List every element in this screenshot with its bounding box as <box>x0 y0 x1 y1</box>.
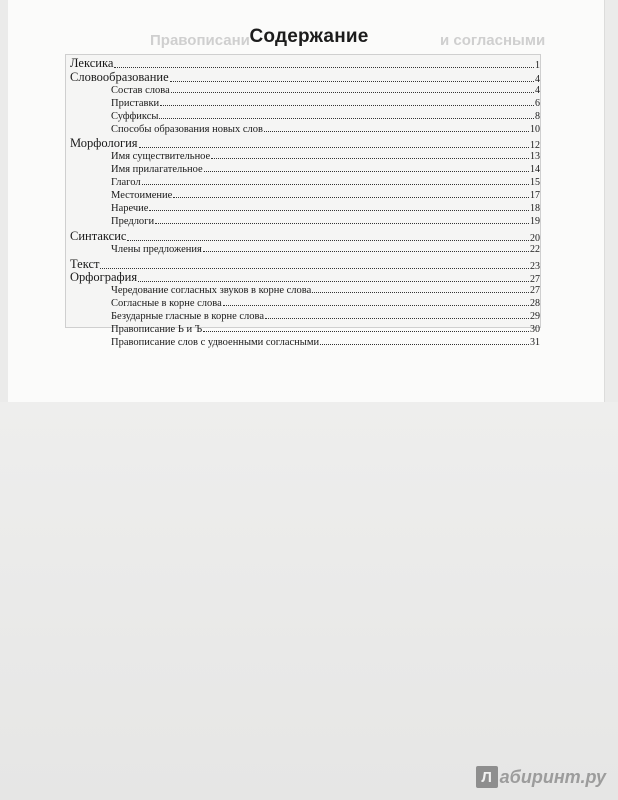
toc-subentry <box>111 298 540 309</box>
toc-leader <box>264 131 529 132</box>
toc-leader <box>265 318 529 319</box>
toc-label: Согласные в корне слова <box>111 298 222 309</box>
toc-label: Лексика <box>70 56 114 70</box>
toc-leader <box>170 81 534 82</box>
toc-label: Имя прилагательное <box>111 164 203 175</box>
toc-page: 12 <box>530 140 540 151</box>
toc-subentry <box>111 285 540 296</box>
toc-leader <box>100 268 529 269</box>
toc-label: Безударные гласные в корне слова <box>111 311 265 322</box>
toc-leader <box>139 147 529 148</box>
labirint-watermark <box>476 766 606 788</box>
toc-label: Морфология <box>70 136 138 150</box>
toc-leader <box>320 344 529 345</box>
toc-label: Правописание Ь и Ъ <box>111 324 203 335</box>
toc-leader <box>173 197 529 198</box>
toc-leader <box>203 251 529 252</box>
toc-label: Наречие <box>111 203 149 214</box>
toc-page: 19 <box>530 216 540 227</box>
toc-entry <box>70 56 540 71</box>
toc-leader <box>142 184 529 185</box>
toc-entry <box>70 70 540 85</box>
toc-subentry <box>111 98 540 109</box>
toc-subentry <box>111 124 540 135</box>
toc-leader <box>204 171 529 172</box>
toc-leader <box>223 305 529 306</box>
toc-page: 27 <box>530 285 540 296</box>
toc-page: 28 <box>530 298 540 309</box>
backing-sheet <box>0 402 618 800</box>
toc-subentry <box>111 244 540 255</box>
toc-page: 15 <box>530 177 540 188</box>
toc-label: Местоимение <box>111 190 173 201</box>
toc-leader <box>203 331 529 332</box>
labirint-logo-icon: Л <box>476 766 498 788</box>
toc-page: 4 <box>535 85 540 96</box>
toc-label: Способы образования новых слов <box>111 124 263 135</box>
bleed-through-left: Правописани <box>150 32 250 49</box>
toc-leader <box>149 210 529 211</box>
toc-subentry <box>111 203 540 214</box>
bleed-through-right: и согласными <box>440 32 546 49</box>
toc-subentry <box>111 164 540 175</box>
toc-page: 30 <box>530 324 540 335</box>
toc-label: Суффиксы <box>111 111 159 122</box>
toc-label: Состав слова <box>111 85 170 96</box>
toc-entry <box>70 270 540 285</box>
toc-page: 1 <box>535 60 540 71</box>
toc-leader <box>114 67 534 68</box>
toc-label: Чередование согласных звуков в корне слова <box>111 285 312 296</box>
toc-label: Синтаксис <box>70 229 127 243</box>
toc-subentry <box>111 216 540 227</box>
toc-page: 27 <box>530 274 540 285</box>
toc-label: Глагол <box>111 177 141 188</box>
toc-leader <box>138 281 529 282</box>
toc-subentry <box>111 337 540 348</box>
toc-page: 13 <box>530 151 540 162</box>
toc-leader <box>155 223 529 224</box>
toc-label: Орфография <box>70 270 138 284</box>
toc-label: Приставки <box>111 98 160 109</box>
toc-page: 14 <box>530 164 540 175</box>
toc-label: Текст <box>70 257 100 271</box>
toc-label: Члены предложения <box>111 244 202 255</box>
toc-page: 31 <box>530 337 540 348</box>
toc-page: 18 <box>530 203 540 214</box>
toc-page: 20 <box>530 233 540 244</box>
toc-subentry <box>111 111 540 122</box>
toc-page: 4 <box>535 74 540 85</box>
toc-label: Предлоги <box>111 216 155 227</box>
toc-subentry <box>111 151 540 162</box>
toc-subentry <box>111 190 540 201</box>
toc-label: Правописание слов с удвоенными согласными <box>111 337 320 348</box>
toc-subentry <box>111 324 540 335</box>
toc-page: 29 <box>530 311 540 322</box>
toc-label: Имя существительное <box>111 151 211 162</box>
toc-entry <box>70 136 540 151</box>
toc-leader <box>171 92 534 93</box>
labirint-logo-text: абиринт.ру <box>499 766 606 787</box>
toc-leader <box>160 105 534 106</box>
toc-leader <box>127 240 529 241</box>
toc-page: 10 <box>530 124 540 135</box>
toc-page: 17 <box>530 190 540 201</box>
toc-subentry <box>111 177 540 188</box>
page-title: Содержание <box>249 26 369 47</box>
toc-subentry <box>111 85 540 96</box>
toc-leader <box>159 118 534 119</box>
toc-page: 23 <box>530 261 540 272</box>
toc-entry <box>70 229 540 244</box>
toc-subentry <box>111 311 540 322</box>
toc-page: 22 <box>530 244 540 255</box>
toc-page: 6 <box>535 98 540 109</box>
toc-page: 8 <box>535 111 540 122</box>
toc-leader <box>211 158 529 159</box>
toc-label: Словообразование <box>70 70 169 84</box>
toc-leader <box>312 292 529 293</box>
